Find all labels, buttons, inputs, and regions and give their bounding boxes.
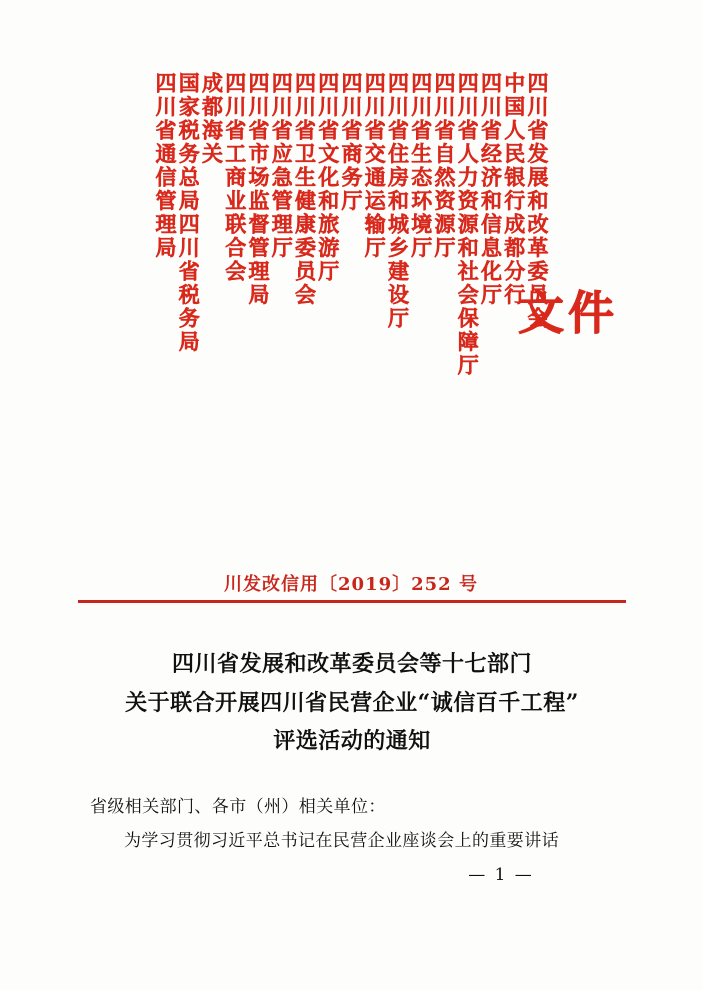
agency-column: 四川省市场监督管理局	[246, 72, 271, 307]
title-line-3: 评选活动的通知	[273, 728, 431, 754]
salutation: 省级相关部门、各市（州）相关单位：	[90, 797, 386, 817]
red-separator-rule	[78, 600, 626, 603]
agency-column: 四川省经济和信息化厅	[478, 72, 504, 307]
agency-column: 四川省卫生健康委员会	[292, 72, 318, 307]
document-title	[78, 645, 626, 761]
agency-column: 四川省人力资源和社会保障厅	[455, 72, 481, 378]
wenjian-label: 文件	[518, 286, 618, 340]
agency-column: 四川省交通运输厅	[362, 72, 388, 260]
issuing-agencies-columns	[78, 72, 548, 542]
letterhead-block	[78, 72, 626, 542]
body-paragraph-1: 为学习贯彻习近平总书记在民营企业座谈会上的重要讲话	[124, 831, 559, 851]
agency-column: 四川省通信管理局	[153, 72, 178, 260]
document-body	[90, 790, 612, 858]
title-line-2: 关于联合开展四川省民营企业“诚信百千工程”	[125, 689, 579, 716]
agency-column: 四川省住房和城乡建设厅	[385, 72, 411, 331]
agency-column: 中国人民银行成都分行	[501, 72, 527, 307]
agency-column: 成都海关	[199, 72, 225, 166]
agency-column: 四川省生态环境厅	[408, 72, 434, 260]
agency-column: 四川省文化和旅游厅	[315, 72, 341, 284]
agency-column: 四川省自然资源厅	[432, 72, 457, 260]
title-line-1: 四川省发展和改革委员会等十七部门	[171, 651, 532, 677]
document-number: 川发改信用〔2019〕252 号	[224, 574, 478, 595]
agency-column: 四川省商务厅	[339, 72, 364, 213]
agency-column: 四川省工商业联合会	[222, 72, 248, 284]
page-number: — 1 —	[468, 865, 534, 885]
agency-column: 四川省发展和改革委员会	[525, 72, 550, 331]
agency-column: 国家税务总局四川省税务局	[176, 72, 202, 354]
agency-column: 四川省应急管理厅	[269, 72, 295, 260]
